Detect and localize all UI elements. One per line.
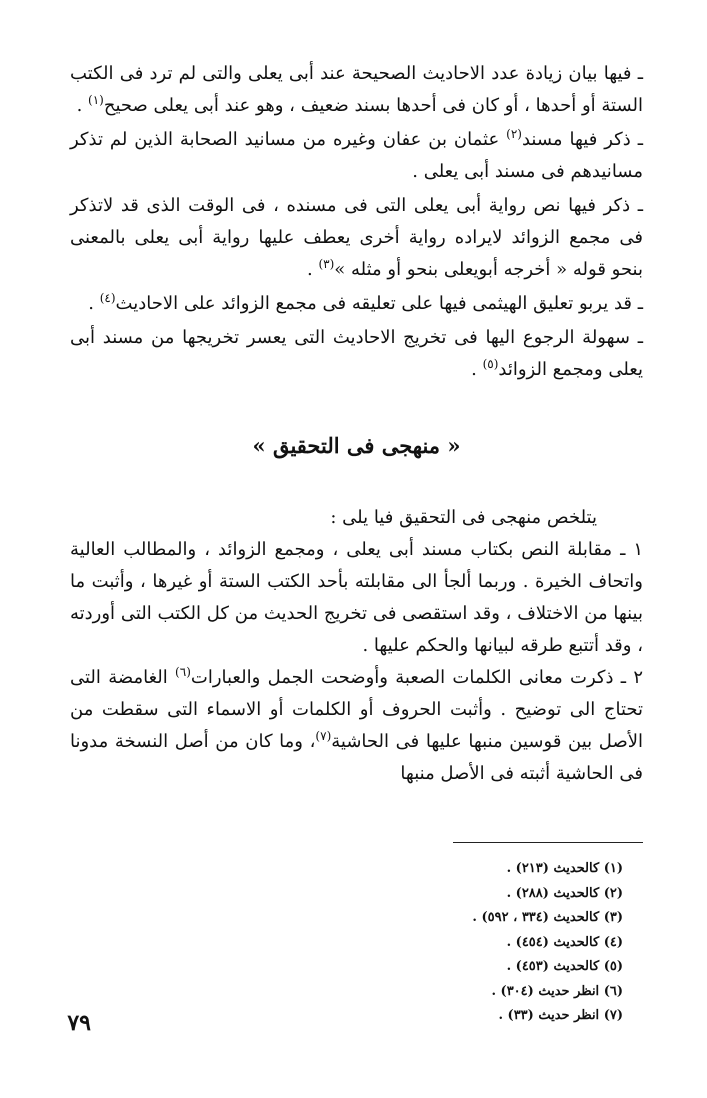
bullet-item <box>70 288 643 320</box>
method-item-2 <box>70 662 643 790</box>
method-intro: يتلخص منهجى فى التحقيق فيا يلى : <box>330 507 597 528</box>
page-number: ٧٩ <box>67 1010 91 1036</box>
bullet-end: . <box>306 259 319 280</box>
footnote-item: (١) كالحديث (٢١٣) . <box>506 861 623 876</box>
bullet-text: ـ ذكر فيها مسند <box>521 129 643 150</box>
method-item-2-text-a: ٢ ـ ذكرت معانى الكلمات الصعبة وأوضحت الجمل والعبارات <box>190 667 643 688</box>
bullet-list <box>70 58 643 386</box>
footnote-item: (٧) انظر حديث (٣٣) . <box>498 1008 623 1023</box>
footnote-ref: (٦) <box>175 665 191 679</box>
bullet-item <box>70 190 643 286</box>
footnote-ref: (٧) <box>315 729 332 743</box>
bullet-end: . <box>88 293 100 314</box>
footnote-item: (٣) كالحديث (٣٣٤ ، ٥٩٢) . <box>472 910 623 925</box>
footnote-ref: (٥) <box>482 357 499 371</box>
footnote-item: (٤) كالحديث (٤٥٤) . <box>506 934 623 950</box>
bullet-item <box>70 58 643 122</box>
footnote-divider <box>453 842 643 843</box>
footnote-item: (٢) كالحديث (٢٨٨) . <box>506 885 623 901</box>
bullet-item <box>70 124 643 188</box>
bullet-text: ـ فيها بيان زيادة عدد الاحاديث الصحيحة عند أبى يعلى والتى لم ترد فى الكتب الستة أو أحدها ، أو كان فى أحدها بسند ضعيف ، وهو عند أبى يعلى صحيح <box>70 63 643 116</box>
footnote-ref: (٤) <box>99 291 116 305</box>
method-item-1: ١ ـ مقابلة النص بكتاب مسند أبى يعلى ، ومجمع الزوائد ، والمطالب العالية واتحاف الخيرة . وربما ألجأ الى مقابلته بأحد الكتب الستة أو غيرها ، وأثبت ما بينها من الاختلاف ، وقد استقصى فى تخريج الحديث من كل الكتب التى أوردته ، وقد أتتبع طرقه لبيانها والحكم عليها . <box>70 539 644 656</box>
bullet-text: ـ قد يربو تعليق الهيثمى فيها على تعليقه فى مجمع الزوائد على الاحاديث <box>115 293 643 314</box>
footnote-item: (٥) كالحديث (٤٥٣) . <box>506 959 623 974</box>
footnote-item: (٦) انظر حديث (٣٠٤) . <box>491 983 623 999</box>
footnotes <box>70 857 643 1029</box>
footnote-ref: (٢) <box>506 127 522 141</box>
bullet-text: ـ ذكر فيها نص رواية أبى يعلى التى فى مسنده ، فى الوقت الذى قد لاتذكر فى مجمع الزوائد لايراده رواية أخرى يعطف عليها رواية أبى يعلى بالمعنى بنحو قوله « أخرجه أبويعلى بنحو أو مثله » <box>70 195 643 280</box>
footnote-ref: (٣) <box>318 257 335 271</box>
method-item-2-text-c: ، وما كان من أصل النسخة مدونا فى الحاشية أثبته فى الأصل منبها <box>70 731 643 784</box>
bullet-end: . <box>471 359 483 380</box>
section-title: « منهجى فى التحقيق » <box>252 433 461 458</box>
bullet-item <box>70 322 643 386</box>
method-section <box>70 502 643 790</box>
bullet-end: . <box>76 95 89 116</box>
method-item-2-text-b: الغامضة التى تحتاج الى توضيح . وأثبت الحروف أو الكلمات أو الاسماء التى سقطت من الأصل بين قوسين منبها عليها فى الحاشية <box>70 667 643 752</box>
bullet-end: عثمان بن عفان وغيره من مسانيد الصحابة الذين لم تذكر مسانيدهم فى مسند أبى يعلى . <box>70 129 643 182</box>
footnote-ref: (١) <box>88 93 104 107</box>
bullet-text: ـ سهولة الرجوع اليها فى تخريج الاحاديث التى يعسر تخريجها من مسند أبى يعلى ومجمع الزوائد <box>70 327 643 380</box>
